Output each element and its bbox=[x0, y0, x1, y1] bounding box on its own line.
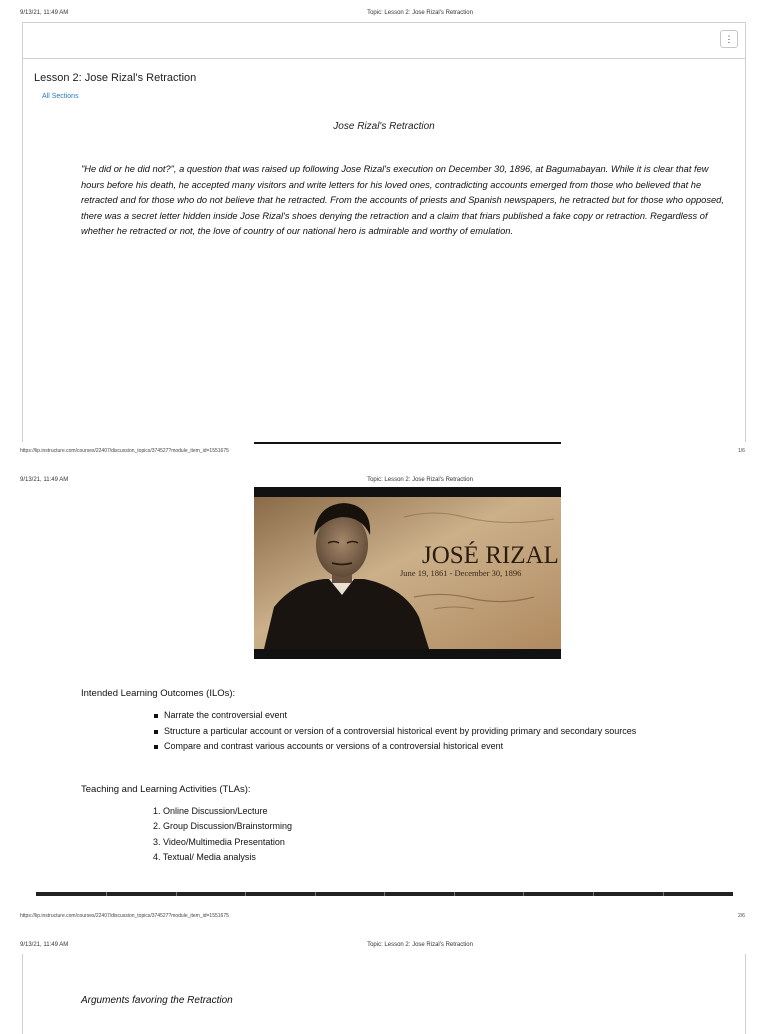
topic-panel-divider bbox=[22, 58, 746, 59]
tla-list bbox=[153, 804, 453, 865]
page2-footer-url: https://lip.instructure.com/courses/22407/discussion_topics/374527?module_item_id=1551675 bbox=[20, 913, 229, 919]
intro-paragraph: "He did or he did not?", a question that was raised up following Jose Rizal's execution on December 30, 1896, at Bagumabayan. While it is clear that few hours before his death, he accepted many visitors and write letters for his loved ones, contradicting accounts emerged from those who believed that he retracted and for those who do not believe that he retracted. From the accounts of priests and Spanish newspapers, he retracted but for those who opposed, there was a secret letter hidden inside Jose Rizal's shoes denying the retraction and a claim that friars published a fake copy or retraction. Regardless of whether he retracted or not, the love of country of our national hero is admirable and worthy of emulation. bbox=[81, 164, 724, 236]
page1-header-date: 9/13/21, 11:49 AM bbox=[20, 10, 69, 16]
lesson-title: Lesson 2: Jose Rizal's Retraction bbox=[34, 72, 197, 84]
page1-bottom-rule bbox=[254, 442, 561, 444]
all-sections-link[interactable]: All Sections bbox=[42, 93, 79, 100]
tla-item: 1. Online Discussion/Lecture bbox=[153, 806, 268, 816]
arguments-heading: Arguments favoring the Retraction bbox=[81, 995, 233, 1006]
page3-panel bbox=[22, 954, 746, 1034]
ilo-item: Structure a particular account or version of a controversial historical event by providing primary and secondary sources bbox=[152, 724, 742, 740]
tla-heading: Teaching and Learning Activities (TLAs): bbox=[81, 784, 251, 795]
kebab-menu-button[interactable] bbox=[720, 30, 738, 48]
document-title: Jose Rizal's Retraction bbox=[333, 121, 435, 132]
page3-header-title: Topic: Lesson 2: Jose Rizal's Retraction bbox=[367, 942, 473, 948]
page1-header-title: Topic: Lesson 2: Jose Rizal's Retraction bbox=[367, 10, 473, 16]
page3-header-date: 9/13/21, 11:49 AM bbox=[20, 942, 69, 948]
banner-name: JOSÉ RIZAL bbox=[422, 542, 559, 569]
page2-header-date: 9/13/21, 11:49 AM bbox=[20, 477, 69, 483]
ilo-list bbox=[152, 708, 742, 755]
ilo-item: Compare and contrast various accounts or versions of a controversial historical event bbox=[152, 739, 742, 755]
tla-item: 4. Textual/ Media analysis bbox=[153, 851, 256, 862]
table-top-border bbox=[36, 892, 733, 896]
rizal-portrait-icon bbox=[254, 487, 561, 659]
banner-dates: June 19, 1861 - December 30, 1896 bbox=[400, 568, 522, 578]
tla-item: 3. Video/Multimedia Presentation bbox=[153, 836, 285, 847]
page1-footer-url: https://lip.instructure.com/courses/22407/discussion_topics/374527?module_item_id=1551675 bbox=[20, 448, 229, 454]
page1-footer-page: 1/6 bbox=[738, 448, 745, 454]
tla-item: 2. Group Discussion/Brainstorming bbox=[153, 821, 293, 832]
rizal-banner-image bbox=[254, 487, 561, 659]
page2-header-title: Topic: Lesson 2: Jose Rizal's Retraction bbox=[367, 477, 473, 483]
ilo-item: Narrate the controversial event bbox=[152, 708, 742, 724]
kebab-menu-icon: ⋮ bbox=[724, 34, 734, 44]
ilo-heading: Intended Learning Outcomes (ILOs): bbox=[81, 688, 236, 699]
page2-footer-page: 2/6 bbox=[738, 913, 745, 919]
